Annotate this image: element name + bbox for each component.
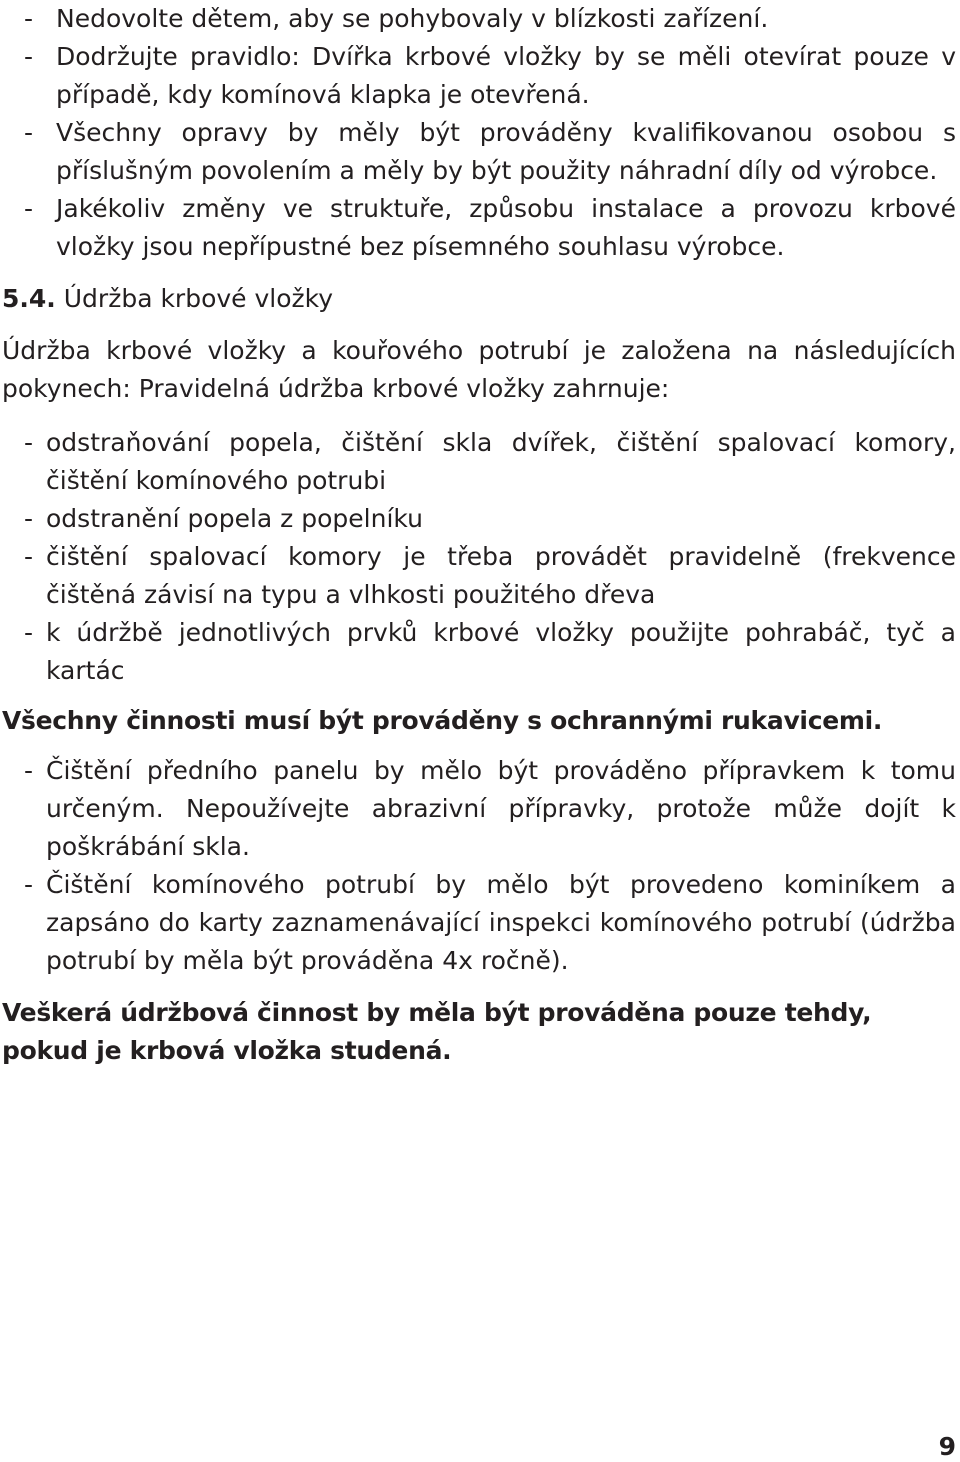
list-item <box>2 500 956 538</box>
list-item <box>2 114 956 190</box>
dash-bullet: - <box>24 42 34 71</box>
dash-bullet: - <box>24 118 34 147</box>
list-item-text: Nedovolte dětem, aby se pohybovaly v blízkosti zařízení. <box>56 4 769 33</box>
list-item-text: odstranění popela z popelníku <box>46 504 423 533</box>
safety-rules-block <box>2 0 956 266</box>
section-title: Údržba krbové vložky <box>63 284 334 313</box>
dash-bullet: - <box>24 194 34 223</box>
dash-bullet: - <box>24 618 34 647</box>
safety-rules-list <box>2 0 956 266</box>
intro-paragraph: Údržba krbové vložky a kouřového potrubí je založena na následujících pokynech: Pravidelná údržba krbové vložky zahrnuje: <box>2 336 956 403</box>
list-item <box>2 190 956 266</box>
page-content <box>2 0 956 1070</box>
list-item <box>2 0 956 38</box>
list-item <box>2 752 956 866</box>
section-heading <box>2 280 956 318</box>
dash-bullet: - <box>24 870 34 899</box>
list-item <box>2 38 956 114</box>
list-item-text: Čištění předního panelu by mělo být prováděno přípravkem k tomu určeným. Nepoužívejte abrazivní přípravky, protože může dojít k poškrábání skla. <box>46 756 956 861</box>
dash-bullet: - <box>24 428 34 457</box>
maintenance-list <box>2 424 956 690</box>
list-item <box>2 538 956 614</box>
list-item-text: čištění spalovací komory je třeba provádět pravidelně (frekvence čištěná závisí na typu a vlhkosti použitého dřeva <box>46 542 956 609</box>
page-number: 9 <box>938 1432 956 1461</box>
list-item-text: odstraňování popela, čištění skla dvířek, čištění spalovací komory, čištění komínového potrubi <box>46 428 956 495</box>
list-item-text: Dodržujte pravidlo: Dvířka krbové vložky by se měli otevírat pouze v případě, kdy komínová klapka je otevřená. <box>56 42 956 109</box>
list-item <box>2 866 956 980</box>
list-item <box>2 614 956 690</box>
list-item-text: Všechny opravy by měly být prováděny kvalifikovanou osobou s příslušným povolením a měly by být použity náhradní díly od výrobce. <box>56 118 956 185</box>
dash-bullet: - <box>24 542 34 571</box>
gloves-note: Všechny činnosti musí být prováděny s ochrannými rukavicemi. <box>2 706 883 735</box>
final-note: Veškerá údržbová činnost by měla být prováděna pouze tehdy, pokud je krbová vložka studená. <box>2 998 872 1065</box>
list-item <box>2 424 956 500</box>
list-item-text: k údržbě jednotlivých prvků krbové vložky použijte pohrabáč, tyč a kartác <box>46 618 956 685</box>
cleaning-list <box>2 752 956 980</box>
list-item-text: Čištění komínového potrubí by mělo být provedeno kominíkem a zapsáno do karty zaznamenávající inspekci komínového potrubí (údržba potrubí by měla být prováděna 4x ročně). <box>46 870 956 975</box>
section-number: 5.4. <box>2 284 56 313</box>
dash-bullet: - <box>24 504 34 533</box>
list-item-text: Jakékoliv změny ve struktuře, způsobu instalace a provozu krbové vložky jsou nepřípustné bez písemného souhlasu výrobce. <box>56 194 956 261</box>
dash-bullet: - <box>24 4 34 33</box>
dash-bullet: - <box>24 756 34 785</box>
